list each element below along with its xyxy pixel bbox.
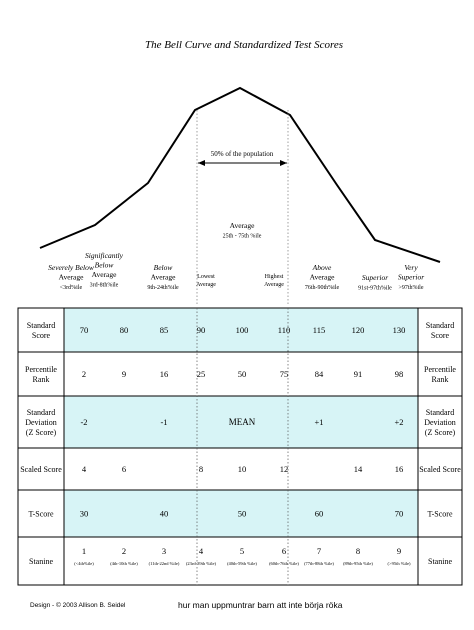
table-cell: 8 xyxy=(355,546,361,556)
stanine-range: (4th-10th %ile) xyxy=(110,561,138,566)
row-label-right: Percentile Rank xyxy=(424,365,456,384)
table-cell: 80 xyxy=(119,325,129,335)
table-cell: 4 xyxy=(198,546,204,556)
table-cell: 10 xyxy=(237,464,247,474)
stanine-range: (77th-88th %ile) xyxy=(304,561,334,566)
table-cell: 70 xyxy=(394,508,404,519)
table-cell: 30 xyxy=(79,508,89,519)
stanine-range: (>95th %ile) xyxy=(387,561,411,566)
table-cell: 85 xyxy=(159,325,169,335)
category-label-2: Significantly Below Average 3rd-8th%ile xyxy=(85,251,123,289)
table-cell: 70 xyxy=(79,325,89,335)
diagram-title: The Bell Curve and Standardized Test Scores xyxy=(145,39,343,51)
table-cell: 6 xyxy=(121,464,127,474)
table-cell: 25 xyxy=(196,369,206,379)
stanine-range: (11th-22nd %ile) xyxy=(148,561,180,566)
row-label-right: Standard Deviation (Z Score) xyxy=(424,408,456,437)
category-label-7: Above Average 76th-90th%ile xyxy=(304,263,340,291)
category-label-5: Average 25th - 75th %ile xyxy=(222,221,262,240)
table-cell: 110 xyxy=(277,325,291,335)
table-cell: 84 xyxy=(314,369,324,379)
table-cell: 120 xyxy=(351,325,365,335)
table-cell: 100 xyxy=(235,325,249,335)
table-cell: 4 xyxy=(81,464,87,474)
table-cell: 8 xyxy=(198,464,204,474)
table-cell: 5 xyxy=(239,546,245,556)
table-cell: -2 xyxy=(80,417,88,427)
table-cell: 16 xyxy=(159,369,169,379)
table-cell: -1 xyxy=(160,417,168,427)
row-label-left: Standard Deviation (Z Score) xyxy=(25,408,57,437)
category-labels xyxy=(48,221,424,292)
category-label-6: Highest Average xyxy=(264,274,284,288)
table-cell: 40 xyxy=(159,508,169,519)
row-label-left: T-Score xyxy=(28,509,54,519)
population-note: 50% of the population xyxy=(210,150,274,158)
table-cell: 3 xyxy=(161,546,167,556)
row-label-right: T-Score xyxy=(427,509,453,519)
category-label-8: Superior 91st-97th%ile xyxy=(358,273,392,292)
table-cell: 91 xyxy=(353,369,363,379)
stanine-range: (60th-76th %ile) xyxy=(269,561,299,566)
table-cell: 90 xyxy=(196,325,206,335)
table-cell: 50 xyxy=(237,508,247,519)
row-label-left: Percentile Rank xyxy=(25,365,57,384)
table-cell: 1 xyxy=(81,546,87,556)
table-cell: 50 xyxy=(237,369,247,379)
table-cell: +1 xyxy=(314,417,324,427)
table-cell: 130 xyxy=(392,325,406,335)
table-cell: 12 xyxy=(279,464,289,474)
table-cell: 16 xyxy=(394,464,404,474)
table-cell: 2 xyxy=(121,546,127,556)
table-cell: 6 xyxy=(281,546,287,556)
stanine-range: (89th-95th %ile) xyxy=(343,561,373,566)
row-label-cell-left xyxy=(18,352,64,396)
category-label-1: Severely Below Average <3rd%ile xyxy=(48,263,94,291)
table-cell: 75 xyxy=(279,369,289,379)
table-cell: MEAN xyxy=(228,417,256,427)
table-cell: 9 xyxy=(121,369,127,379)
row-label-right: Stanine xyxy=(428,557,452,566)
population-arrow xyxy=(198,160,287,166)
category-label-9: Very Superior >97th%ile xyxy=(397,263,425,291)
row-label-right: Standard Score xyxy=(425,321,455,340)
table-cell: 98 xyxy=(394,369,404,379)
row-label-left: Stanine xyxy=(29,557,53,566)
table-cell: 7 xyxy=(316,546,322,556)
table-cell: 115 xyxy=(312,325,326,335)
row-label-right: Scaled Score xyxy=(419,465,461,474)
row-label-left: Scaled Score xyxy=(20,465,62,474)
score-table xyxy=(18,308,462,585)
footer-caption: hur man uppmuntrar barn att inte börja röka xyxy=(178,600,343,610)
table-cell: +2 xyxy=(394,417,404,427)
row-label-cell-right xyxy=(418,352,462,396)
footer-credit: Design - © 2003 Allison B. Seidel xyxy=(30,602,126,609)
row-label-left: Standard Score xyxy=(26,321,56,340)
category-label-3: Below Average 9th-24th%ile xyxy=(147,263,179,291)
stanine-range: (<4th%ile) xyxy=(74,561,94,566)
stanine-range: (40th-59th %ile) xyxy=(227,561,257,566)
stanine-range: (23rd-39th %ile) xyxy=(185,561,217,566)
table-cell: 2 xyxy=(81,369,87,379)
table-cell: 14 xyxy=(353,464,363,474)
category-label-4: Lowest Average xyxy=(196,274,216,288)
table-cell: 60 xyxy=(314,508,324,519)
row-label-cell-right xyxy=(418,308,462,352)
row-label-cell-left xyxy=(18,308,64,352)
table-cell: 9 xyxy=(396,546,402,556)
